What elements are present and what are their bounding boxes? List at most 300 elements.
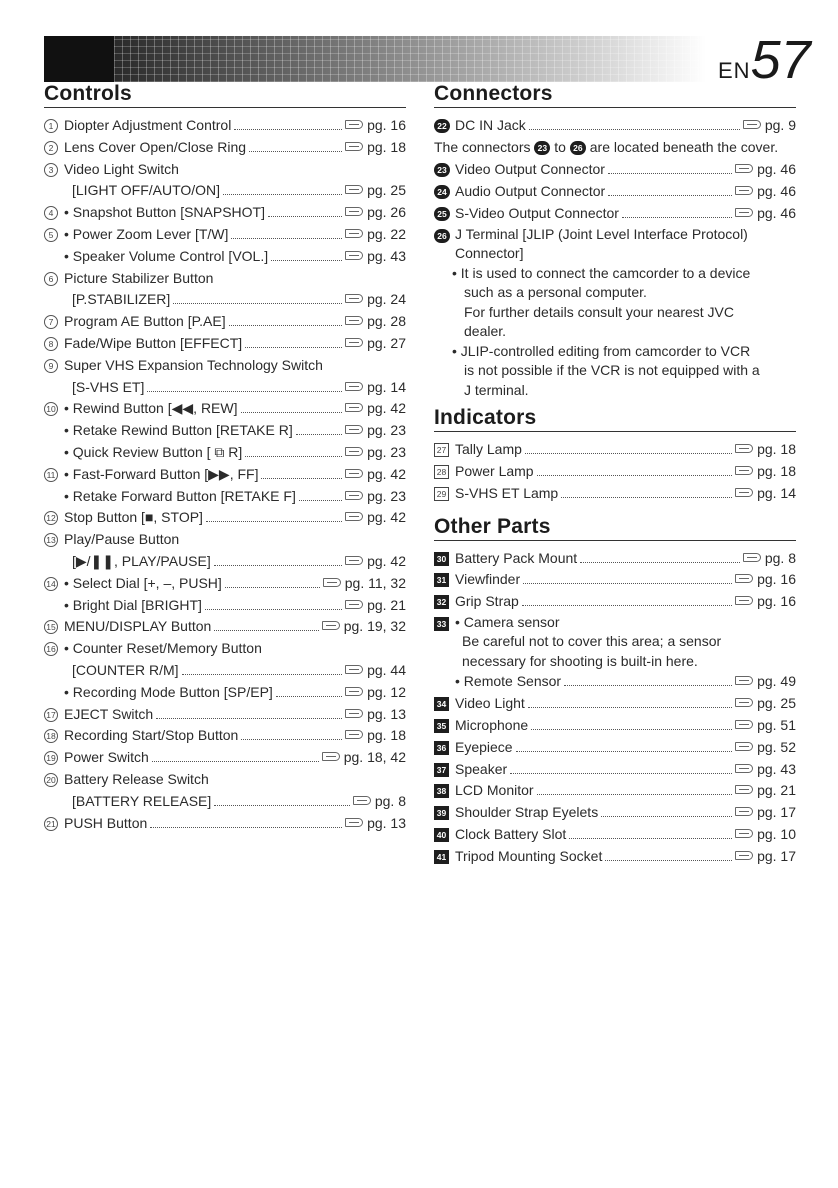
number-marker: 1 [44, 119, 58, 133]
entry-line [64, 616, 406, 638]
leader-dots [234, 129, 342, 130]
page-reference-text: pg. 8 [764, 549, 796, 566]
page-reference [345, 551, 406, 573]
pointing-hand-icon [345, 316, 363, 325]
number-marker: 6 [44, 272, 58, 286]
entry-line [64, 420, 406, 442]
number-marker: 4 [44, 206, 58, 220]
page-reference [345, 398, 406, 420]
page-reference-text: pg. 14 [757, 484, 796, 501]
page-reference [735, 569, 796, 591]
page-reference [322, 747, 406, 769]
page-reference [735, 159, 796, 181]
page-reference [345, 704, 406, 726]
j-terminal-title-line: J Terminal [JLIP (Joint Level Interface Protocol) [455, 225, 748, 242]
page-reference [345, 333, 406, 355]
number-marker: 12 [44, 511, 58, 525]
entry-line [455, 115, 796, 137]
page-reference [735, 671, 796, 693]
page-reference [735, 780, 796, 802]
entry-text: Video Light Switch [64, 160, 179, 177]
leader-dots [522, 605, 732, 606]
number-marker: 5 [44, 228, 58, 242]
leader-dots [528, 707, 732, 708]
page-reference [735, 591, 796, 613]
leader-dots [569, 838, 732, 839]
entry-text: • Remote Sensor [455, 673, 562, 690]
page-reference [345, 464, 406, 486]
entry-text: Fade/Wipe Button [EFFECT] [64, 334, 243, 351]
part-item [434, 715, 796, 737]
entry-line [64, 246, 406, 268]
indicator-item [434, 483, 796, 505]
other-parts-list-a [434, 548, 796, 613]
page-number [718, 30, 811, 90]
entry-text: [P.STABILIZER] [72, 291, 171, 308]
control-item [44, 355, 406, 399]
page-reference [735, 439, 796, 461]
leader-dots [276, 696, 342, 697]
entry-text: Clock Battery Slot [455, 826, 567, 843]
entry-text: Microphone [455, 717, 529, 734]
entry-line [64, 595, 406, 617]
pointing-hand-icon [322, 752, 340, 761]
page-reference-text: pg. 8 [374, 792, 406, 809]
page-reference [345, 137, 406, 159]
number-marker: 40 [434, 828, 449, 842]
number-marker: 19 [44, 751, 58, 765]
leader-dots [510, 773, 732, 774]
entry-line [64, 791, 406, 813]
entry-line [64, 464, 406, 486]
page-reference [345, 420, 406, 442]
entry-line [64, 486, 406, 508]
control-item [44, 398, 406, 463]
pointing-hand-icon [345, 556, 363, 565]
part-item [434, 591, 796, 613]
number-marker: 37 [434, 763, 449, 777]
control-item [44, 115, 406, 137]
number-marker: 17 [44, 708, 58, 722]
pointing-hand-icon [345, 687, 363, 696]
page-reference [345, 813, 406, 835]
entry-text: Diopter Adjustment Control [64, 117, 232, 133]
entry-text: • Fast-Forward Button [▶▶, FF] [64, 465, 259, 482]
number-marker: 30 [434, 552, 449, 566]
leader-dots [147, 391, 342, 392]
pointing-hand-icon [735, 720, 753, 729]
leader-dots [271, 260, 342, 261]
number-marker: 31 [434, 573, 449, 587]
entry-line [64, 704, 406, 726]
entry-text: • Rewind Button [◀◀, REW] [64, 400, 238, 417]
leader-dots [537, 475, 732, 476]
page-reference-text: pg. 16 [757, 571, 796, 588]
control-item [44, 704, 406, 726]
leader-dots [525, 453, 732, 454]
pointing-hand-icon [345, 665, 363, 674]
leader-dots [229, 325, 342, 326]
leader-dots [156, 718, 342, 719]
pointing-hand-icon [345, 709, 363, 718]
entry-text: Grip Strap [455, 593, 519, 610]
page-reference [735, 802, 796, 824]
j-terminal-title-line: Connector] [455, 245, 524, 262]
page-reference-text: pg. 14 [367, 378, 406, 395]
page-reference-text: pg. 42 [367, 465, 406, 482]
page-reference-text: pg. 18 [757, 462, 796, 479]
number-marker: 41 [434, 850, 449, 864]
control-item [44, 747, 406, 769]
number-marker: 33 [434, 617, 449, 631]
entry-text: LCD Monitor [455, 782, 534, 799]
leader-dots [241, 412, 343, 413]
j-terminal-note: • It is used to connect the camcorder to a device [452, 264, 751, 281]
page-reference-text: pg. 26 [367, 204, 406, 221]
page-reference [345, 507, 406, 529]
part-item [434, 737, 796, 759]
other-parts-list-b [434, 693, 796, 867]
page-reference [743, 115, 796, 137]
entry-line [64, 355, 406, 377]
entry-line [455, 715, 796, 737]
indicator-item [434, 461, 796, 483]
entry-text: • Counter Reset/Memory Button [64, 640, 262, 657]
number-marker: 26 [434, 229, 450, 243]
part-item [434, 569, 796, 591]
number-marker: 13 [44, 533, 58, 547]
page-reference [353, 791, 406, 813]
entry-text: Video Light [455, 695, 525, 712]
leader-dots [206, 521, 342, 522]
pointing-hand-icon [345, 469, 363, 478]
control-item [44, 224, 406, 268]
number-marker: 29 [434, 487, 449, 501]
leader-dots [214, 805, 350, 806]
entry-text: Program AE Button [P.AE] [64, 313, 226, 330]
page-reference-text: pg. 13 [367, 814, 406, 831]
entry-text: S-VHS ET Lamp [455, 484, 559, 501]
page-reference-text: pg. 17 [757, 804, 796, 821]
leader-dots [223, 194, 342, 195]
leader-dots [214, 565, 342, 566]
entry-text: Shoulder Strap Eyelets [455, 804, 599, 821]
entry-text: • Quick Review Button [ ⧉ R] [64, 443, 243, 460]
leader-dots [580, 562, 740, 563]
control-item [44, 616, 406, 638]
page-reference [735, 181, 796, 203]
page-reference [735, 759, 796, 781]
pointing-hand-icon [353, 796, 371, 805]
left-column [44, 82, 406, 834]
pointing-hand-icon [345, 294, 363, 303]
leader-dots [531, 729, 732, 730]
pointing-hand-icon [735, 444, 753, 453]
pointing-hand-icon [345, 447, 363, 456]
entry-line [64, 660, 406, 682]
page-reference-text: pg. 51 [757, 717, 796, 734]
entry-line [455, 802, 796, 824]
leader-dots [268, 216, 342, 217]
number-marker: 20 [44, 773, 58, 787]
pointing-hand-icon [345, 185, 363, 194]
entry-text: Stop Button [■, STOP] [64, 509, 203, 526]
page-reference-text: pg. 24 [367, 291, 406, 308]
connector-item [434, 203, 796, 225]
other-parts-heading: Other Parts [434, 515, 796, 541]
page-reference-text: pg. 23 [367, 443, 406, 460]
number-marker: 38 [434, 784, 449, 798]
pointing-hand-icon [345, 403, 363, 412]
page-reference [735, 483, 796, 505]
pointing-hand-icon [735, 698, 753, 707]
indicator-item [434, 439, 796, 461]
leader-dots [296, 434, 342, 435]
pointing-hand-icon [345, 425, 363, 434]
control-item [44, 529, 406, 573]
entry-text: Lens Cover Open/Close Ring [64, 138, 247, 155]
page-reference-text: pg. 25 [367, 182, 406, 199]
page-reference [345, 180, 406, 202]
leader-dots [523, 583, 732, 584]
pointing-hand-icon [735, 829, 753, 838]
number-marker: 8 [44, 337, 58, 351]
page-reference-text: pg. 23 [367, 487, 406, 504]
number-marker: 24 [434, 185, 450, 199]
pointing-hand-icon [735, 488, 753, 497]
entry-line [455, 671, 796, 693]
part-remote-sensor [434, 671, 796, 693]
control-item [44, 202, 406, 224]
part-item [434, 780, 796, 802]
page-reference-text: pg. 10 [757, 826, 796, 843]
number-marker: 9 [44, 359, 58, 373]
page-reference-text: pg. 44 [367, 661, 406, 678]
note-text: to [554, 138, 566, 155]
part-item [434, 824, 796, 846]
pointing-hand-icon [345, 120, 363, 129]
pointing-hand-icon [345, 382, 363, 391]
number-marker: 3 [44, 163, 58, 177]
entry-line [64, 333, 406, 355]
page-reference [345, 311, 406, 333]
entry-text: Video Output Connector [455, 161, 605, 178]
page-reference-text: pg. 52 [757, 738, 796, 755]
pointing-hand-icon [735, 676, 753, 685]
page-reference [345, 442, 406, 464]
entry-text: MENU/DISPLAY Button [64, 618, 212, 635]
entry-line [455, 693, 796, 715]
page-reference [345, 289, 406, 311]
leader-dots [214, 630, 318, 631]
page-reference-text: pg. 13 [367, 705, 406, 722]
page-reference-text: pg. 12 [367, 683, 406, 700]
entry-line [455, 759, 796, 781]
entry-text: • Bright Dial [BRIGHT] [64, 596, 202, 613]
page-reference [735, 461, 796, 483]
page-reference-text: pg. 42 [367, 400, 406, 417]
entry-line [455, 824, 796, 846]
control-item [44, 638, 406, 703]
page-reference-text: pg. 46 [757, 183, 796, 200]
entry-text: Power Lamp [455, 462, 534, 479]
leader-dots [622, 217, 732, 218]
entry-line [64, 398, 406, 420]
page-reference [345, 246, 406, 268]
j-terminal-note-cont: For further details consult your nearest JVC [464, 303, 735, 320]
page-reference [345, 595, 406, 617]
entry-line [455, 548, 796, 570]
page-reference [345, 377, 406, 399]
page-reference-text: pg. 25 [757, 695, 796, 712]
entry-text: Speaker [455, 760, 508, 777]
entry-line [64, 747, 406, 769]
control-item [44, 769, 406, 813]
leader-dots [299, 500, 342, 501]
indicators-list [434, 439, 796, 504]
page-reference [735, 824, 796, 846]
entry-line [455, 181, 796, 203]
entry-text: DC IN Jack [455, 117, 526, 133]
number-marker: 16 [44, 642, 58, 656]
control-item [44, 507, 406, 529]
entry-text: PUSH Button [64, 814, 148, 831]
part-item [434, 759, 796, 781]
page-reference [743, 548, 796, 570]
entry-line [64, 202, 406, 224]
entry-line [64, 137, 406, 159]
number-marker: 39 [434, 806, 449, 820]
number-marker: 10 [44, 402, 58, 416]
page-reference-text: pg. 43 [367, 247, 406, 264]
entry-line [64, 551, 406, 573]
connector-dc-in [434, 115, 796, 137]
entry-text: Play/Pause Button [64, 531, 180, 548]
number-marker: 28 [434, 465, 449, 479]
pointing-hand-icon [345, 600, 363, 609]
entry-line [64, 442, 406, 464]
page-reference-text: pg. 46 [757, 204, 796, 221]
leader-dots [537, 794, 732, 795]
pointing-hand-icon [345, 730, 363, 739]
control-item [44, 311, 406, 333]
number-marker: 18 [44, 729, 58, 743]
controls-heading: Controls [44, 82, 406, 108]
number-marker: 32 [434, 595, 449, 609]
pointing-hand-icon [735, 164, 753, 173]
entry-line [64, 813, 406, 835]
entry-line [64, 268, 406, 290]
page-reference-text: pg. 23 [367, 422, 406, 439]
entry-line [455, 737, 796, 759]
number-marker: 34 [434, 697, 449, 711]
part-item [434, 693, 796, 715]
right-column [434, 82, 796, 868]
entry-text: [LIGHT OFF/AUTO/ON] [72, 182, 221, 199]
language-prefix: EN [718, 58, 751, 83]
leader-dots [231, 238, 342, 239]
entry-text: • Recording Mode Button [SP/EP] [64, 683, 273, 700]
connectors-list [434, 159, 796, 224]
entry-line [455, 780, 796, 802]
entry-line [455, 439, 796, 461]
leader-dots [561, 497, 732, 498]
control-item [44, 159, 406, 203]
pointing-hand-icon [735, 807, 753, 816]
control-item [44, 573, 406, 617]
entry-text: Audio Output Connector [455, 183, 606, 200]
page-reference [323, 573, 406, 595]
page-reference-text: pg. 43 [757, 760, 796, 777]
page-reference [735, 715, 796, 737]
page-reference [345, 486, 406, 508]
entry-text: Tripod Mounting Socket [455, 847, 603, 864]
page-reference-text: pg. 18 [757, 441, 796, 458]
page-reference [345, 682, 406, 704]
page-reference-text: pg. 46 [757, 161, 796, 178]
controls-list [44, 115, 406, 834]
number-marker: 11 [44, 468, 58, 482]
entry-text: [COUNTER R/M] [72, 661, 179, 678]
entry-text: Super VHS Expansion Technology Switch [64, 356, 323, 373]
page-reference [322, 616, 406, 638]
j-terminal-note-cont: dealer. [464, 323, 507, 340]
pointing-hand-icon [735, 574, 753, 583]
inline-number-marker: 26 [570, 141, 586, 155]
pointing-hand-icon [743, 120, 761, 129]
leader-dots [608, 195, 732, 196]
entry-line [64, 311, 406, 333]
part-item [434, 802, 796, 824]
entry-line [455, 846, 796, 868]
entry-line [64, 377, 406, 399]
number-marker: 21 [44, 817, 58, 831]
pointing-hand-icon [735, 186, 753, 195]
entry-line [64, 638, 406, 660]
entry-line [455, 461, 796, 483]
page-number-value: 57 [750, 30, 811, 90]
entry-line [455, 203, 796, 225]
entry-text: [S-VHS ET] [72, 378, 145, 395]
leader-dots [601, 816, 732, 817]
page-reference [735, 737, 796, 759]
camera-sensor-note: Be careful not to cover this area; a sensor [462, 633, 722, 650]
number-marker: 35 [434, 719, 449, 733]
entry-text: [▶/❚❚, PLAY/PAUSE] [72, 552, 211, 569]
pointing-hand-icon [735, 466, 753, 475]
leader-dots [605, 860, 732, 861]
number-marker: 22 [434, 119, 450, 133]
page-reference-text: pg. 22 [367, 225, 406, 242]
connector-j-terminal [434, 225, 796, 264]
j-terminal-note-cont: such as a personal computer. [464, 284, 647, 301]
leader-dots [225, 587, 320, 588]
page-reference [735, 693, 796, 715]
pointing-hand-icon [735, 742, 753, 751]
entry-line [455, 569, 796, 591]
camera-sensor-note: necessary for shooting is built-in here. [462, 652, 698, 669]
leader-dots [182, 674, 343, 675]
page-reference-text: pg. 21 [757, 782, 796, 799]
connectors-heading: Connectors [434, 82, 796, 108]
j-terminal-note-cont: is not possible if the VCR is not equipped with a [464, 362, 760, 379]
number-marker: 25 [434, 207, 450, 221]
page-reference-text: pg. 21 [367, 596, 406, 613]
pointing-hand-icon [345, 229, 363, 238]
camera-sensor-label: • Camera sensor [455, 613, 560, 630]
header-band [44, 36, 706, 82]
leader-dots [245, 456, 342, 457]
